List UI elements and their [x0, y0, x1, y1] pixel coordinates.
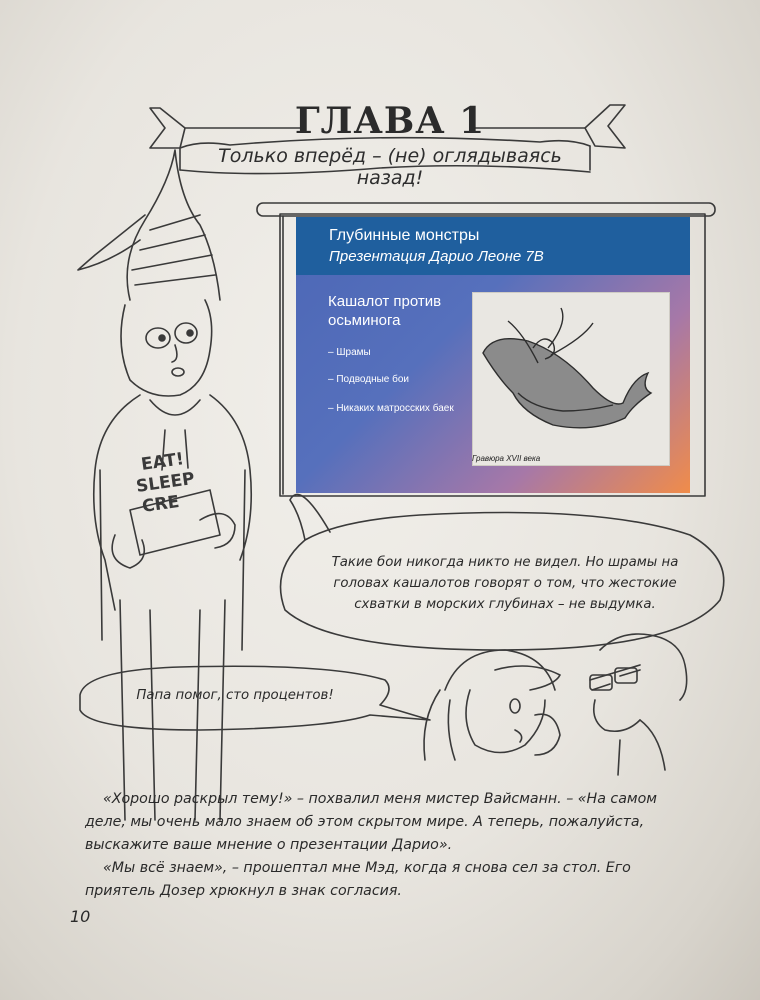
whale-engraving-image — [472, 292, 670, 466]
slide-bullet: – Подводные бои — [328, 374, 410, 385]
speech-line: головах кашалотов говорят о том, что жестокие — [333, 576, 677, 591]
slide-bullet: – Никаких матросских баек — [328, 403, 454, 414]
body-line: приятель Дозер хрюкнул в знак согласия. — [85, 883, 402, 899]
hoodie-line: CRE — [140, 491, 181, 517]
hoodie-line: EAT! — [139, 449, 186, 475]
body-line: выскажите ваше мнение о презентации Дарио». — [85, 837, 453, 853]
presentation-slide — [296, 217, 690, 493]
dario-speech — [300, 552, 710, 615]
speech-line: Такие бои никогда никто не видел. Но шрамы на — [331, 555, 679, 570]
chapter-title: ГЛАВА 1 — [294, 100, 486, 142]
mad-speech: Папа помог, сто процентов! — [136, 688, 334, 703]
slide-title: Глубинные монстры — [329, 227, 480, 244]
body-line: деле, мы очень мало знаем об этом скрытом мире. А теперь, пожалуйста, — [85, 814, 645, 830]
whale-icon — [473, 293, 669, 453]
hoodie-line: SLEEP — [134, 468, 196, 497]
slide-subtitle: Презентация Дарио Леоне 7В — [329, 248, 544, 265]
chapter-subtitle: Только вперёд – (не) оглядываясь назад! — [218, 145, 562, 189]
speech-line: схватки в морских глубинах – не выдумка. — [354, 597, 656, 612]
slide-heading: Кашалот против осьминога — [328, 293, 442, 329]
slide-bullet: – Шрамы — [328, 347, 371, 358]
page-number: 10 — [70, 907, 91, 926]
dozer-figure — [590, 634, 687, 775]
engraving-caption: Гравюра XVII века — [472, 454, 541, 463]
body-line: «Мы всё знаем», – прошептал мне Мэд, когда я снова сел за стол. Его — [103, 860, 631, 876]
slide-header — [296, 217, 690, 275]
mad-figure — [424, 650, 560, 760]
body-line: «Хорошо раскрыл тему!» – похвалил меня мистер Вайсманн. – «На самом — [103, 791, 658, 807]
